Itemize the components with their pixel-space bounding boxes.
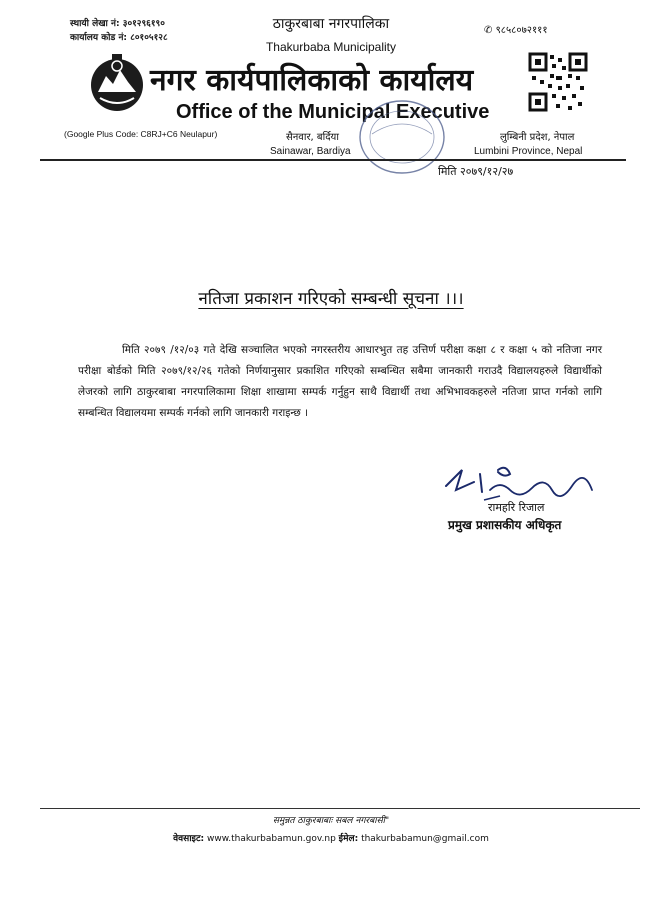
email-label: ईमेल: — [338, 834, 359, 844]
municipality-name-en: Thakurbaba Municipality — [265, 40, 397, 54]
phone-icon: ✆ — [484, 25, 493, 36]
notice-title — [0, 286, 662, 309]
phone-line — [484, 22, 548, 36]
footer-slogan: समुन्नत ठाकुरबाबाः सबल नगरबासी" — [272, 816, 390, 826]
letter-date: मिति २०७९/१२/२७ — [438, 165, 514, 178]
province-np: लुम्बिनी प्रदेश, नेपाल — [500, 132, 575, 143]
province-en: Lumbini Province, Nepal — [474, 146, 583, 157]
location-np: सैनवार, बर्दिया — [286, 132, 339, 143]
footer-divider — [40, 808, 640, 809]
header-divider — [40, 159, 626, 161]
nepal-emblem-icon — [86, 52, 148, 114]
office-code-label: कार्यालय कोड नं: — [70, 33, 128, 43]
signatory-designation: प्रमुख प्रशासकीय अधिकृत — [448, 518, 562, 532]
phone-number: ९८५८०७२१११ — [495, 25, 548, 36]
website-label: वेवसाइट: — [173, 834, 205, 844]
email-link[interactable]: thakurbabamun@gmail.com — [361, 834, 489, 844]
location-en: Sainawar, Bardiya — [270, 146, 351, 157]
notice-body — [78, 340, 602, 424]
notice-title-text: नतिजा प्रकाशन गरिएको सम्बन्धी सूचना ।।। — [198, 289, 464, 309]
website-link[interactable]: www.thakurbabamun.gov.np — [206, 834, 336, 844]
office-title-np: नगर कार्यपालिकाको कार्यालय — [150, 63, 474, 98]
signatory-name: रामहरि रिजाल — [488, 501, 545, 514]
municipality-name-np: ठाकुरबाबा नगरपालिका — [272, 16, 390, 32]
google-plus-code: (Google Plus Code: C8RJ+C6 Neulapur) — [64, 129, 218, 139]
notice-body-text: मिति २०७९ /१२/०३ गते देखि सञ्चालित भएको नगरस्तरीय आधारभुत तह उत्तिर्ण परीक्षा कक्षा ८ र कक्षा ५ को नतिजा नगर परीक्षा बोर्डको मिति २०७९/१२/२६ गतेको निर्णयानुसार प्रकाशित गरिएको सम्बन्धित सबैमा जानकारी गराउदै विद्यालयहरुले विद्यार्थीको लेजरको लागि ठाकुरबाबा नगरपालिकामा शिक्षा शाखामा सम्पर्क गर्नुहुन साथै विद्यार्थी तथा अभिभावकहरुले नतिजा प्राप्त गर्नको लागि सम्बन्धित विद्यालयमा सम्पर्क गर्नको लागि जानकारी गराइन्छ । — [78, 344, 602, 419]
qr-code-icon — [528, 52, 588, 112]
pan-value: ३०१२९६१९० — [122, 19, 165, 29]
footer-contact — [0, 831, 662, 844]
office-code-value: ८०१०५१२८ — [130, 33, 168, 43]
pan-label: स्थायी लेखा नं: — [70, 19, 120, 29]
office-title-en: Office of the Municipal Executive — [176, 101, 490, 123]
